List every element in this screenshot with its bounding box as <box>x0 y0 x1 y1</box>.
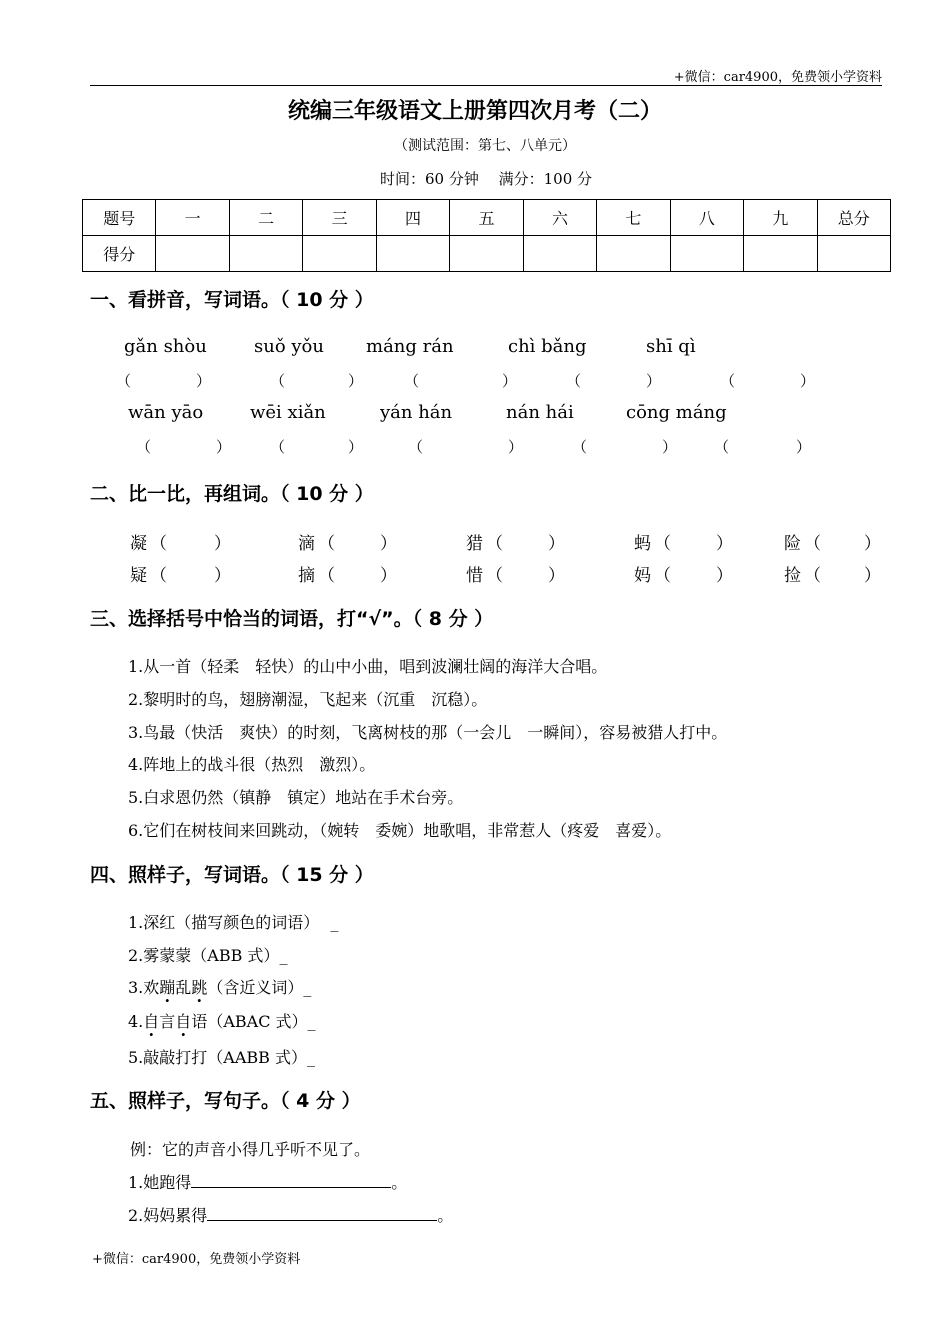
answer-paren-close: ） <box>800 372 816 390</box>
word-item-text: 1.深红（描写颜色的词语） <box>128 913 320 932</box>
score-input-cell[interactable] <box>450 236 523 272</box>
answer-paren-close: ） <box>348 438 364 456</box>
answer-paren-close: ） <box>380 566 397 586</box>
answer-paren-close: ） <box>380 534 397 554</box>
compare-char: 险 <box>784 534 801 554</box>
word-item <box>128 1009 316 1032</box>
compare-char: 妈 <box>634 566 651 586</box>
answer-blank[interactable]: _ <box>306 1048 315 1067</box>
sentence-item <box>128 1170 407 1193</box>
score-input-cell[interactable] <box>303 236 376 272</box>
score-input-cell[interactable] <box>597 236 670 272</box>
score-table-header-row <box>83 200 891 236</box>
word-item-text: （含近义词） <box>207 978 304 997</box>
pinyin-item: shī qì <box>646 336 696 357</box>
answer-blank[interactable]: _ <box>330 913 339 932</box>
score-table <box>82 199 891 272</box>
word-char-dotted: 自 <box>175 1012 192 1031</box>
header-note: +微信：car4900，免费领小学资料 <box>673 70 882 85</box>
word-char: 欢 <box>143 978 160 997</box>
score-input-cell[interactable] <box>670 236 743 272</box>
choice-item: 1.从一首（轻柔 轻快）的山中小曲，唱到波澜壮阔的海洋大合唱。 <box>128 657 608 676</box>
header-rule <box>90 85 882 86</box>
score-input-cell[interactable] <box>523 236 596 272</box>
word-item <box>128 910 338 933</box>
answer-paren-close: ） <box>508 438 524 456</box>
answer-paren-open: （ <box>804 534 821 554</box>
pinyin-item: nán hái <box>506 402 574 423</box>
answer-paren-close: ） <box>214 566 231 586</box>
word-char-dotted: 蹦 <box>159 978 176 997</box>
answer-paren-close: ） <box>662 438 678 456</box>
compare-char: 捡 <box>784 566 801 586</box>
word-item <box>128 1045 315 1068</box>
item-number: 3. <box>128 978 144 997</box>
sentence-prompt: 1.她跑得 <box>128 1173 192 1192</box>
table-cell: 九 <box>744 200 817 236</box>
answer-blank[interactable]: _ <box>307 1012 316 1031</box>
choice-item: 6.它们在树枝间来回跳动，（婉转 委婉）地歌唱，非常惹人（疼爱 喜爱）。 <box>128 821 672 840</box>
sentence-item <box>128 1203 453 1226</box>
answer-paren-close: ） <box>548 566 565 586</box>
pinyin-item: gǎn shòu <box>124 336 207 357</box>
compare-char: 滴 <box>298 534 315 554</box>
answer-paren-open: （ <box>318 566 335 586</box>
answer-paren-open: （ <box>654 566 671 586</box>
answer-paren-open: （ <box>136 438 152 456</box>
answer-paren-open: （ <box>720 372 736 390</box>
table-cell: 五 <box>450 200 523 236</box>
score-input-cell[interactable] <box>229 236 302 272</box>
pinyin-item: suǒ yǒu <box>254 336 324 357</box>
table-cell: 一 <box>156 200 229 236</box>
section-4-heading: 四、照样子，写词语。（ 15 分 ） <box>90 864 374 886</box>
table-cell: 八 <box>670 200 743 236</box>
answer-paren-open: （ <box>270 372 286 390</box>
compare-char: 疑 <box>130 566 147 586</box>
answer-paren-open: （ <box>318 534 335 554</box>
sentence-end: 。 <box>437 1206 454 1225</box>
pinyin-item: máng rán <box>366 336 454 357</box>
answer-blank[interactable]: _ <box>279 946 288 965</box>
choice-item: 2.黎明时的鸟，翅膀潮湿，飞起来（沉重 沉稳）。 <box>128 690 488 709</box>
section-1-heading: 一、看拼音，写词语。（ 10 分 ） <box>90 289 374 311</box>
pinyin-item: wān yāo <box>128 402 204 423</box>
answer-paren-open: （ <box>150 534 167 554</box>
pinyin-item: wēi xiǎn <box>250 402 326 423</box>
answer-line[interactable] <box>207 1206 437 1221</box>
pinyin-item: cōng máng <box>626 402 727 423</box>
answer-paren-open: （ <box>654 534 671 554</box>
answer-paren-close: ） <box>548 534 565 554</box>
answer-paren-open: （ <box>804 566 821 586</box>
answer-paren-close: ） <box>716 566 733 586</box>
section-5-heading: 五、照样子，写句子。（ 4 分 ） <box>90 1090 361 1112</box>
word-char-dotted: 自 <box>143 1012 160 1031</box>
answer-paren-close: ） <box>864 566 881 586</box>
answer-paren-close: ） <box>216 438 232 456</box>
answer-paren-open: （ <box>150 566 167 586</box>
word-item-text: （ABAC 式） <box>207 1012 308 1031</box>
choice-item: 5.白求恩仍然（镇静 镇定）地站在手术台旁。 <box>128 788 464 807</box>
section-2-heading: 二、比一比，再组词。（ 10 分 ） <box>90 483 374 505</box>
word-item <box>128 975 311 998</box>
page-title: 统编三年级语文上册第四次月考（二） <box>287 99 662 124</box>
table-cell: 二 <box>229 200 302 236</box>
score-input-cell[interactable] <box>156 236 229 272</box>
answer-paren-close: ） <box>348 372 364 390</box>
table-cell: 得分 <box>83 236 156 272</box>
answer-paren-close: ） <box>796 438 812 456</box>
compare-char: 猎 <box>466 534 483 554</box>
compare-char: 惜 <box>466 566 483 586</box>
answer-paren-close: ） <box>646 372 662 390</box>
table-cell: 题号 <box>83 200 156 236</box>
word-item-text: 5.敲敲打打（AABB 式） <box>128 1048 307 1067</box>
pinyin-item: chì bǎng <box>508 336 587 357</box>
table-cell: 六 <box>523 200 596 236</box>
example-sentence: 例：它的声音小得几乎听不见了。 <box>130 1140 371 1159</box>
pinyin-item: yán hán <box>380 402 453 423</box>
footer-note: +微信：car4900，免费领小学资料 <box>92 1252 301 1267</box>
time-and-score-info: 时间：60 分钟 满分：100 分 <box>379 170 593 188</box>
sentence-prompt: 2.妈妈累得 <box>128 1206 208 1225</box>
word-char-dotted: 跳 <box>191 978 208 997</box>
answer-paren-close: ） <box>196 372 212 390</box>
answer-paren-close: ） <box>214 534 231 554</box>
score-input-cell[interactable] <box>376 236 449 272</box>
answer-paren-open: （ <box>566 372 582 390</box>
table-cell: 七 <box>597 200 670 236</box>
compare-char: 蚂 <box>634 534 651 554</box>
answer-blank[interactable]: _ <box>303 978 312 997</box>
answer-paren-open: （ <box>270 438 286 456</box>
answer-paren-open: （ <box>486 534 503 554</box>
section-3-heading: 三、选择括号中恰当的词语，打“√”。（ 8 分 ） <box>90 608 494 630</box>
choice-item: 3.鸟最（快活 爽快）的时刻，飞离树枝的那（一会儿 一瞬间），容易被猎人打中。 <box>128 723 728 742</box>
table-cell: 总分 <box>817 200 890 236</box>
test-scope: （测试范围：第七、八单元） <box>394 138 576 154</box>
answer-paren-open: （ <box>116 372 132 390</box>
answer-paren-close: ） <box>502 372 518 390</box>
compare-char: 凝 <box>130 534 147 554</box>
choice-item: 4.阵地上的战斗很（热烈 激烈）。 <box>128 755 376 774</box>
answer-paren-open: （ <box>408 438 424 456</box>
word-item-text: 2.雾蒙蒙（ABB 式） <box>128 946 280 965</box>
answer-paren-open: （ <box>404 372 420 390</box>
answer-paren-close: ） <box>864 534 881 554</box>
score-input-cell[interactable] <box>817 236 890 272</box>
compare-char: 摘 <box>298 566 315 586</box>
answer-line[interactable] <box>191 1173 391 1188</box>
word-char: 言 <box>159 1012 176 1031</box>
sentence-end: 。 <box>391 1173 408 1192</box>
answer-paren-close: ） <box>716 534 733 554</box>
score-table-score-row <box>83 236 891 272</box>
score-input-cell[interactable] <box>744 236 817 272</box>
answer-paren-open: （ <box>714 438 730 456</box>
answer-paren-open: （ <box>486 566 503 586</box>
word-char: 语 <box>191 1012 208 1031</box>
answer-paren-open: （ <box>572 438 588 456</box>
table-cell: 四 <box>376 200 449 236</box>
item-number: 4. <box>128 1012 144 1031</box>
word-item <box>128 943 287 966</box>
word-char: 乱 <box>175 978 192 997</box>
table-cell: 三 <box>303 200 376 236</box>
